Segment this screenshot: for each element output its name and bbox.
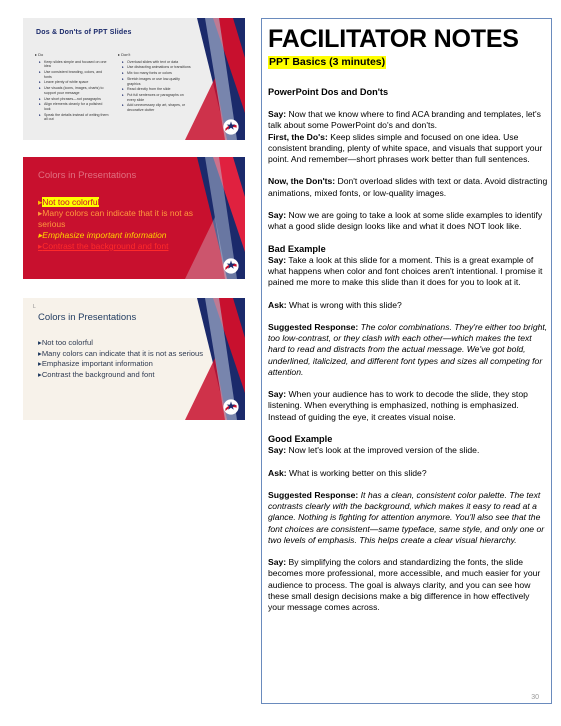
slide-thumbnail-dos-donts[interactable] xyxy=(23,18,245,140)
section-heading: PowerPoint Dos and Don'ts xyxy=(268,87,389,97)
facilitator-notes-panel xyxy=(261,18,552,704)
slide-title: Colors in Presentations xyxy=(38,170,137,181)
do-item: ▸ Align elements cleanly for a polished look xyxy=(44,102,109,111)
notes-paragraph: Suggested Response: It has a clean, consistent color palette. The text contrasts clearly with the background, which makes it easy to read at a glance. Nothing is fighting for attention anymore. You'll also see that the font choices are consistent—same typeface, same style, and only one or two levels of emphasis. This helps create a clear visual hierarchy. xyxy=(268,489,545,545)
do-list xyxy=(35,60,109,122)
dont-item: ▸ Read directly from the slide xyxy=(127,87,192,92)
slide-title: Dos & Don'ts of PPT Slides xyxy=(36,29,132,36)
page-number: 30 xyxy=(531,694,539,701)
do-item: ▸ Keep slides simple and focused on one idea xyxy=(44,60,109,69)
notes-paragraph: Say: When your audience has to work to decode the slide, they stop listening. When everything is emphasized, nothing is emphasized. Instead of guiding the eye, it creates visual noise. xyxy=(268,389,528,422)
dont-item: ▸ Use distracting animations or transitions xyxy=(127,65,192,70)
do-heading: ▸ Do xyxy=(35,52,44,57)
notes-paragraph: Now, the Don'ts: Don't overload slides with text or data. Avoid distracting animations, mixed fonts, or low-quality images. xyxy=(268,176,548,198)
aca-logo-icon xyxy=(223,119,239,135)
dont-item: ▸ Mix too many fonts or colors xyxy=(127,71,192,76)
dont-item: ▸ Put full sentences or paragraphs on every slide xyxy=(127,93,192,102)
notes-paragraph: Say: Now let's look at the improved version of the slide. xyxy=(268,445,480,456)
notes-paragraph: Say: By simplifying the colors and standardizing the fonts, the slide becomes more professional, more accessible, and much easier for your audience to process. The goal is always clarity, and you can see how these small design decisions make a big difference in how effectively your message comes across. xyxy=(268,557,541,612)
dont-item: ▸ Stretch images or use low-quality graphics xyxy=(127,77,192,86)
notes-paragraph: Ask: What is wrong with this slide? xyxy=(268,299,402,310)
dont-item: ▸ Add unnecessary clip art, shapes, or decorative clutter xyxy=(127,103,192,112)
do-item: ▸ Use short phrases—not paragraphs xyxy=(44,97,109,102)
notes-paragraph: Say: Now that we know where to find ACA branding and templates, let's talk about some PowerPoint do's and don'ts. First, the Do's: Keep slides simple and focused on one idea. Use consistent branding, plenty of white space, and visuals that support your point. And remember—short phrases work better than full sentences. xyxy=(268,109,543,165)
notes-body xyxy=(268,87,548,624)
dont-item: ▸ Overload slides with text or data xyxy=(127,60,192,65)
bullet-item: ▸Many colors can indicate that it is not as serious xyxy=(38,208,193,229)
bullet-item: ▸Many colors can indicate that it is not as serious xyxy=(38,348,204,358)
bullet-item: ▸Emphasize important information xyxy=(38,230,167,240)
slide-thumbnail-good-example[interactable] xyxy=(23,298,245,420)
bad-example-heading: Bad Example xyxy=(268,243,326,254)
slide-title: Colors in Presentations xyxy=(38,312,137,323)
dont-heading: ▸ Don't xyxy=(118,52,131,57)
notes-paragraph: Say: Now we are going to take a look at some slide examples to identify what a good slide design looks like and what it does NOT look like. xyxy=(268,210,543,232)
corner-mark: L xyxy=(33,304,36,310)
do-column xyxy=(35,53,109,123)
bullet-item: ▸Contrast the background and font xyxy=(38,241,169,251)
notes-paragraph: Suggested Response: The color combinations. They're either too bright, too low-contrast, or they clash with each other—which makes the text hard to read and distracts from the actual message. We've got bold, underlined, italicized, and different font types and sizes all competing for attention. xyxy=(268,321,548,377)
notes-title: FACILITATOR NOTES xyxy=(268,25,519,53)
do-item: ▸ Leave plenty of white space xyxy=(44,80,109,85)
bullet-item: ▸Not too colorful xyxy=(38,338,93,347)
aca-logo-icon xyxy=(223,258,239,274)
good-example-heading: Good Example xyxy=(268,433,333,444)
slide-thumbnail-bad-example[interactable] xyxy=(23,157,245,279)
do-item: ▸ Speak the details instead of writing them all out xyxy=(44,113,109,122)
aca-logo-icon xyxy=(223,399,239,415)
notes-paragraph: Ask: What is working better on this slide? xyxy=(268,467,427,478)
bullet-item: ▸Not too colorful xyxy=(38,197,100,207)
do-item: ▸ Use visuals (icons, images, charts) to support your message xyxy=(44,86,109,95)
notes-paragraph: Say: Take a look at this slide for a moment. This is a great example of what happens when color and font choices aren't intentional. I promise it pained me more to make this slide than it does for you to look at it. xyxy=(268,254,543,288)
bullet-item: ▸Emphasize important information xyxy=(38,359,153,369)
bullet-item: ▸Contrast the background and font xyxy=(38,369,155,379)
do-item: ▸ Use consistent branding, colors, and fonts xyxy=(44,70,109,79)
notes-subtitle: PPT Basics (3 minutes) xyxy=(269,56,386,68)
